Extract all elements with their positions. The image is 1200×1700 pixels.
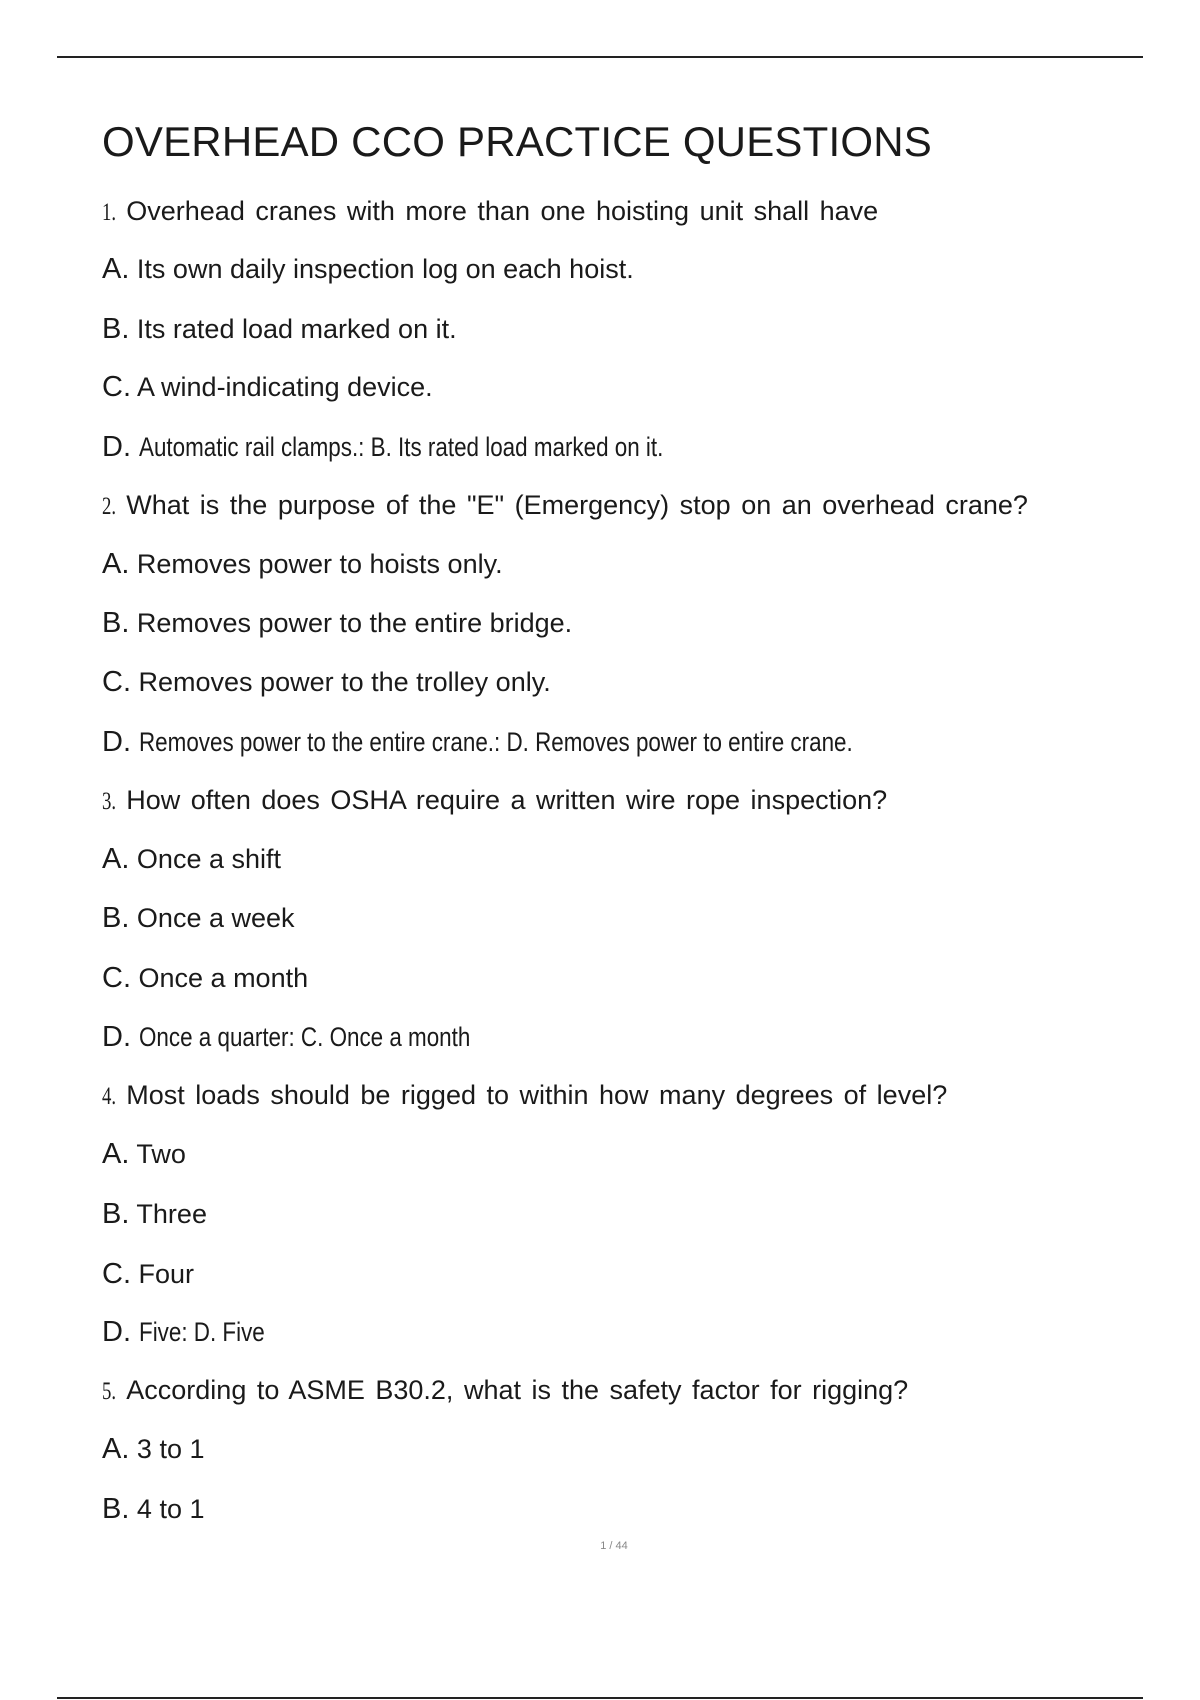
option-text: Its rated load marked on it. <box>136 314 457 344</box>
option-letter: B. <box>102 1493 130 1525</box>
option-letter: B. <box>102 313 130 345</box>
option-5b <box>102 1492 204 1526</box>
question-4 <box>102 1078 947 1114</box>
option-1c <box>102 370 433 404</box>
option-text: 3 to 1 <box>136 1434 205 1464</box>
option-text: Removes power to the entire crane.: D. Removes power to entire crane. <box>138 727 853 757</box>
option-text: 4 to 1 <box>136 1494 205 1524</box>
option-letter: C. <box>102 962 131 994</box>
option-letter: D. <box>102 1021 131 1053</box>
question-5 <box>102 1373 908 1409</box>
option-letter: B. <box>102 607 130 639</box>
option-text: Three <box>136 1199 207 1229</box>
option-text: Once a quarter: C. Once a month <box>138 1022 470 1052</box>
option-2d-answer <box>102 725 998 759</box>
option-text: A wind-indicating device. <box>137 372 433 402</box>
option-3a <box>102 842 281 876</box>
question-number: 4. <box>102 1083 117 1110</box>
option-text: Its own daily inspection log on each hoist. <box>136 254 634 284</box>
option-3c <box>102 961 308 995</box>
option-text: Two <box>136 1139 186 1169</box>
option-letter: C. <box>102 1258 131 1290</box>
question-number: 5. <box>102 1378 117 1405</box>
option-text: Four <box>138 1259 195 1289</box>
question-text: What is the purpose of the "E" (Emergency) stop on an overhead crane? <box>126 490 1028 520</box>
option-2c <box>102 665 551 699</box>
option-letter: B. <box>102 1198 130 1230</box>
document-title: OVERHEAD CCO PRACTICE QUESTIONS <box>102 118 932 165</box>
question-text: Most loads should be rigged to within how many degrees of level? <box>126 1080 948 1110</box>
option-text: Removes power to hoists only. <box>136 549 503 579</box>
page-number: 1 / 44 <box>600 1540 628 1552</box>
option-letter: C. <box>102 666 131 698</box>
option-letter: A. <box>102 843 130 875</box>
option-text: Once a month <box>138 963 309 993</box>
option-letter: B. <box>102 902 130 934</box>
option-4d-answer <box>102 1315 290 1349</box>
option-letter: A. <box>102 548 130 580</box>
top-rule <box>57 56 1143 58</box>
question-text: Overhead cranes with more than one hoisting unit shall have <box>126 196 879 226</box>
option-letter: D. <box>102 1316 131 1348</box>
option-text: Removes power to the entire bridge. <box>136 608 573 638</box>
option-5a <box>102 1432 204 1466</box>
option-letter: D. <box>102 726 131 758</box>
question-number: 3. <box>102 788 117 815</box>
option-3d-answer <box>102 1020 538 1054</box>
option-1d-answer <box>102 430 770 464</box>
option-1a <box>102 252 634 286</box>
question-3 <box>102 783 887 819</box>
option-text: Once a shift <box>136 844 281 874</box>
option-letter: A. <box>102 253 130 285</box>
question-number: 2. <box>102 493 117 520</box>
option-4a <box>102 1137 186 1171</box>
option-letter: A. <box>102 1138 130 1170</box>
option-1b <box>102 312 457 346</box>
bottom-rule <box>57 1697 1143 1699</box>
question-1 <box>102 194 878 230</box>
question-text: According to ASME B30.2, what is the safety factor for rigging? <box>126 1375 909 1405</box>
option-text: Once a week <box>136 903 295 933</box>
option-4b <box>102 1197 207 1231</box>
option-3b <box>102 901 295 935</box>
option-2a <box>102 547 503 581</box>
option-4c <box>102 1257 194 1291</box>
option-text: Automatic rail clamps.: B. Its rated load marked on it. <box>138 432 663 462</box>
question-2 <box>102 488 1028 524</box>
option-letter: D. <box>102 431 131 463</box>
question-number: 1. <box>102 199 117 226</box>
option-2b <box>102 606 572 640</box>
question-text: How often does OSHA require a written wire rope inspection? <box>126 785 888 815</box>
option-letter: A. <box>102 1433 130 1465</box>
option-letter: C. <box>102 371 131 403</box>
option-text: Five: D. Five <box>138 1317 265 1347</box>
option-text: Removes power to the trolley only. <box>138 667 551 697</box>
